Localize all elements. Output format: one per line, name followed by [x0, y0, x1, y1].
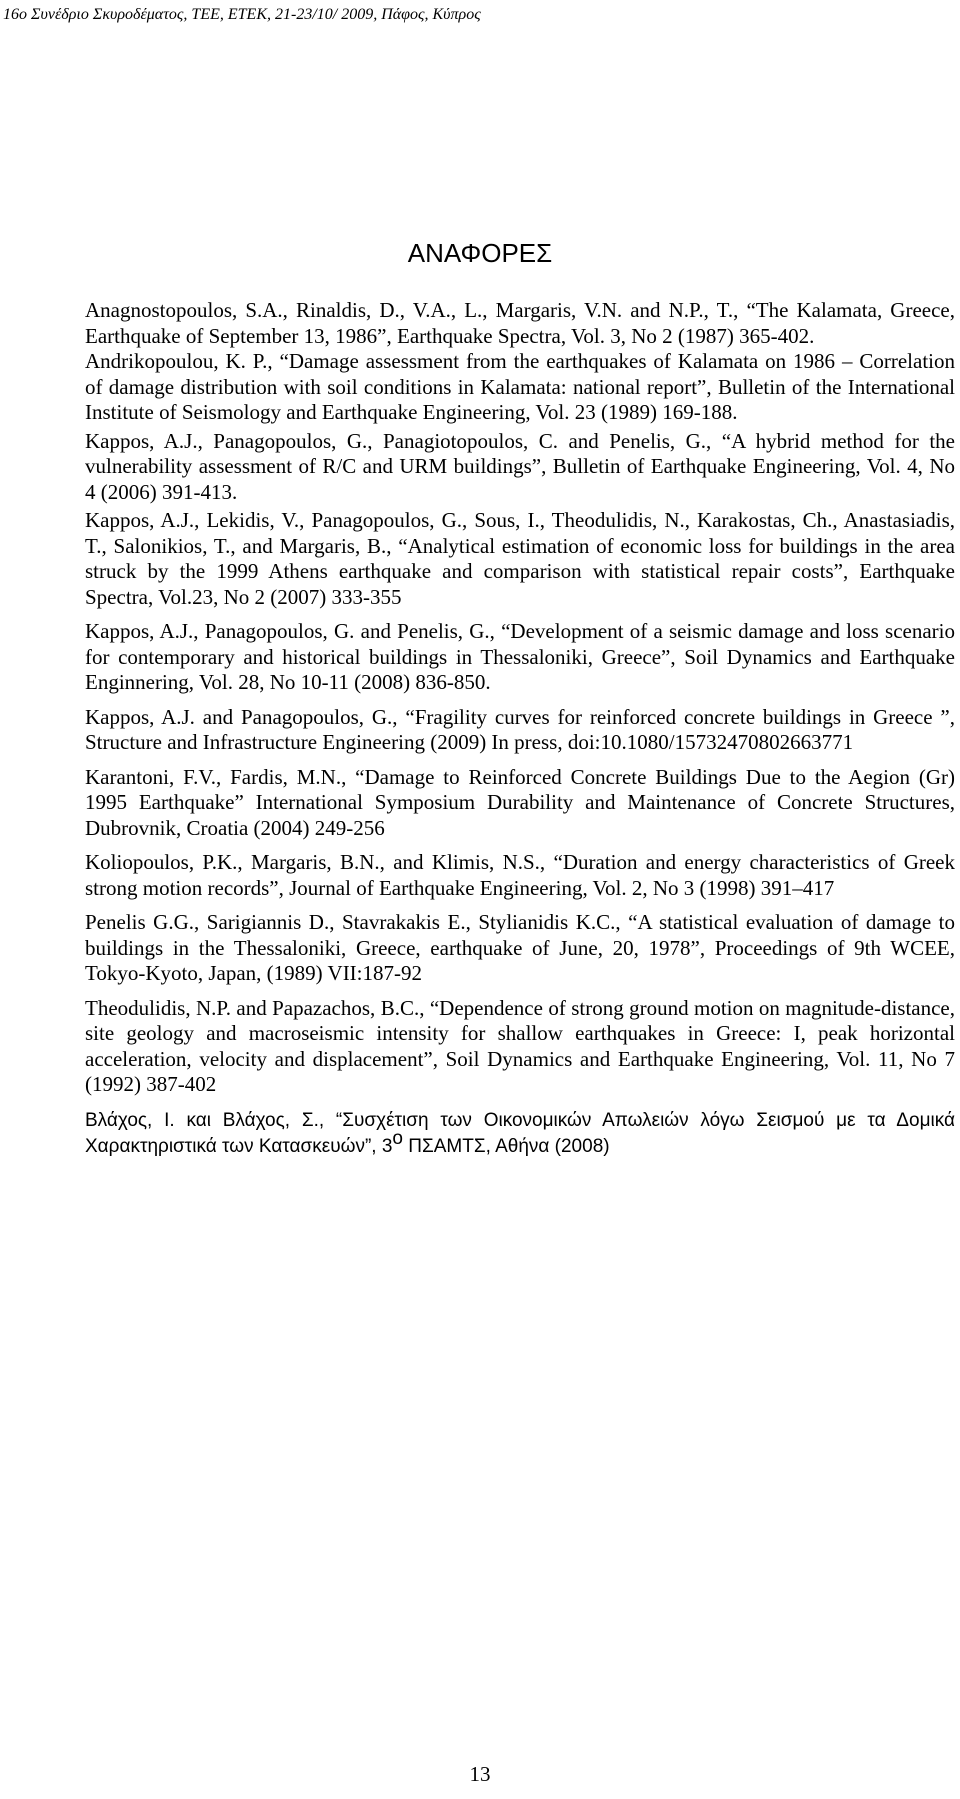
- reference-list: [85, 298, 955, 1160]
- reference-item: Kappos, A.J., Panagopoulos, G. and Penelis, G., “Development of a seismic damage and loss scenario for contemporary and historical buildings in Thessaloniki, Greece”, Soil Dynamics and Earthquake Enginnering, Vol. 28, No 10-11 (2008) 836-850.: [85, 619, 955, 694]
- running-header: 16ο Συνέδριο Σκυροδέματος, ΤΕΕ, ΕΤΕΚ, 21-23/10/ 2009, Πάφος, Κύπρος: [3, 6, 481, 23]
- reference-item: Kappos, A.J., Panagopoulos, G., Panagiotopoulos, C. and Penelis, G., “A hybrid method for the vulnerability assessment of R/C and URM buildings”, Bulletin of Earthquake Engineering, Vol. 4, No 4 (2006) 391-413.: [85, 428, 955, 504]
- reference-item: Theodulidis, N.P. and Papazachos, B.C., “Dependence of strong ground motion on magnitude-distance, site geology and macroseismic intensity for shallow earthquakes in Greece: I, peak horizontal acceleration, velocity and displacement”, Soil Dynamics and Earthquake Engineering, Vol. 11, No 7 (1992) 387-402: [85, 995, 955, 1096]
- page-number: 13: [469, 1762, 491, 1786]
- superscript: ο: [392, 1128, 403, 1149]
- reference-item: Karantoni, F.V., Fardis, M.N., “Damage to Reinforced Concrete Buildings Due to the Aegion (Gr) 1995 Earthquake” International Symposium Durability and Maintenance of Concrete Structures, Dubrovnik, Croatia (2004) 249-256: [85, 764, 955, 840]
- section-title: ΑΝΑΦΟΡΕΣ: [407, 238, 553, 268]
- reference-item: [85, 1107, 955, 1160]
- reference-item: Kappos, A.J., Lekidis, V., Panagopoulos, G., Sous, I., Theodulidis, N., Karakostas, Ch., Anastasiadis, T., Salonikios, T., and Margaris, B., “Analytical estimation of economic loss for buildings in the area struck by the 1999 Athens earthquake and comparison with statistical repair costs”, Earthquake Spectra, Vol.23, No 2 (2007) 333-355: [85, 508, 955, 609]
- reference-text: Βλάχος, Ι. και Βλάχος, Σ., “Συσχέτιση των Οικονομικών Απωλειών λόγω Σεισμού με τα Δομικά Χαρακτηριστικά των Κατασκευών”, 3: [85, 1109, 955, 1157]
- reference-item: Andrikopoulou, K. P., “Damage assessment from the earthquakes of Kalamata on 1986 – Correlation of damage distribution with soil conditions in Kalamata: national report”, Bulletin of the International Institute of Seismology and Earthquake Engineering, Vol. 23 (1989) 169-188.: [85, 349, 955, 424]
- reference-item: Koliopoulos, P.K., Margaris, B.N., and Klimis, N.S., “Duration and energy characteristics of Greek strong motion records”, Journal of Earthquake Engineering, Vol. 2, No 3 (1998) 391–417: [85, 850, 955, 900]
- reference-item: Penelis G.G., Sarigiannis D., Stavrakakis E., Stylianidis K.C., “A statistical evaluation of damage to buildings in the Thessaloniki, Greece, earthquake of June, 20, 1978”, Proceedings of 9th WCEE, Tokyo-Kyoto, Japan, (1989) VII:187-92: [85, 910, 955, 985]
- reference-item: Anagnostopoulos, S.A., Rinaldis, D., V.A., L., Margaris, V.N. and N.P., T., “The Kalamata, Greece, Earthquake of September 13, 1986”, Earthquake Spectra, Vol. 3, No 2 (1987) 365-402.: [85, 298, 955, 348]
- reference-text: ΠΣΑΜΤΣ, Αθήνα (2008): [402, 1136, 610, 1157]
- reference-item: Kappos, A.J. and Panagopoulos, G., “Fragility curves for reinforced concrete buildings in Greece ”, Structure and Infrastructure Engineering (2009) In press, doi:10.1080/15732470802663771: [85, 704, 955, 754]
